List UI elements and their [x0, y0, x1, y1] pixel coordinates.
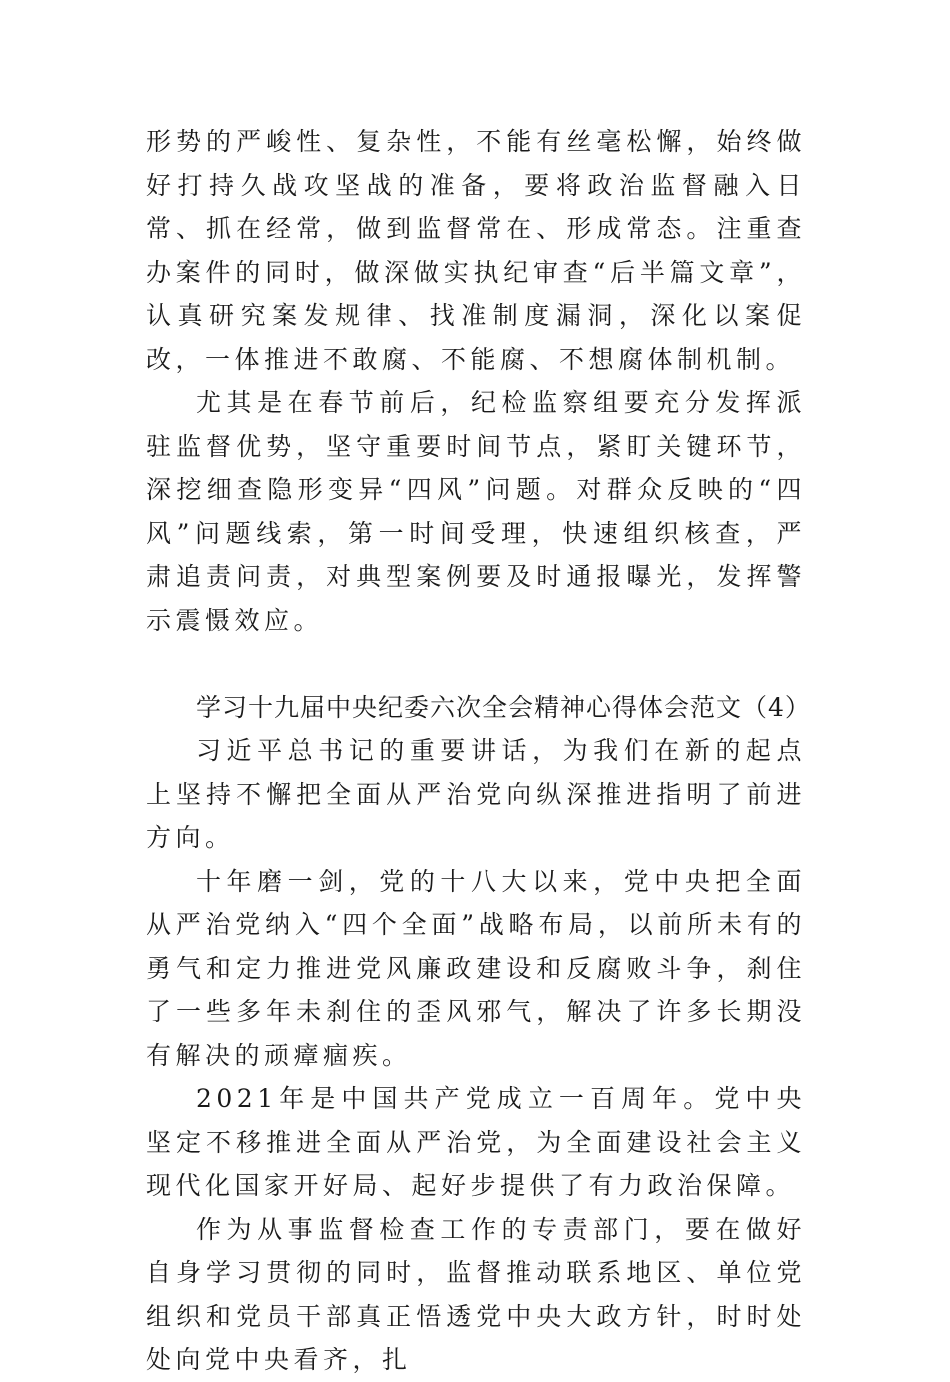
paragraph: 十年磨一剑，党的十八大以来，党中央把全面从严治党纳入“四个全面”战略布局，以前所未有的勇气和定力推进党风廉政建设和反腐败斗争，刹住了一些多年未刹住的歪风邪气，解决了许多长期没有解决的顽瘴痼疾。 — [146, 866, 806, 1070]
section-heading: 学习十九届中央纪委六次全会精神心得体会范文（4） — [196, 692, 811, 722]
paragraph: 作为从事监督检查工作的专责部门，要在做好自身学习贯彻的同时，监督推动联系地区、单位党组织和党员干部真正悟透党中央大政方针，时时处处向党中央看齐，扎 — [146, 1214, 806, 1374]
paragraph: 习近平总书记的重要讲话，为我们在新的起点上坚持不懈把全面从严治党向纵深推进指明了前进方向。 — [146, 736, 806, 852]
document-body — [146, 120, 811, 1382]
paragraph: 尤其是在春节前后，纪检监察组要充分发挥派驻监督优势，坚守重要时间节点，紧盯关键环节，深挖细查隐形变异“四风”问题。对群众反映的“四风”问题线索，第一时间受理，快速组织核查，严肃追责问责，对典型案例要及时通报曝光，发挥警示震慑效应。 — [146, 388, 806, 635]
paragraph-continued: 形势的严峻性、复杂性，不能有丝毫松懈，始终做好打持久战攻坚战的准备，要将政治监督融入日常、抓在经常，做到监督常在、形成常态。注重查办案件的同时，做深做实执纪审查“后半篇文章”，认真研究案发规律、找准制度漏洞，深化以案促改，一体推进不敢腐、不能腐、不想腐体制机制。 — [146, 127, 806, 374]
paragraph: 2021年是中国共产党成立一百周年。党中央坚定不移推进全面从严治党，为全面建设社会主义现代化国家开好局、起好步提供了有力政治保障。 — [146, 1084, 806, 1200]
section-spacer — [146, 642, 806, 686]
